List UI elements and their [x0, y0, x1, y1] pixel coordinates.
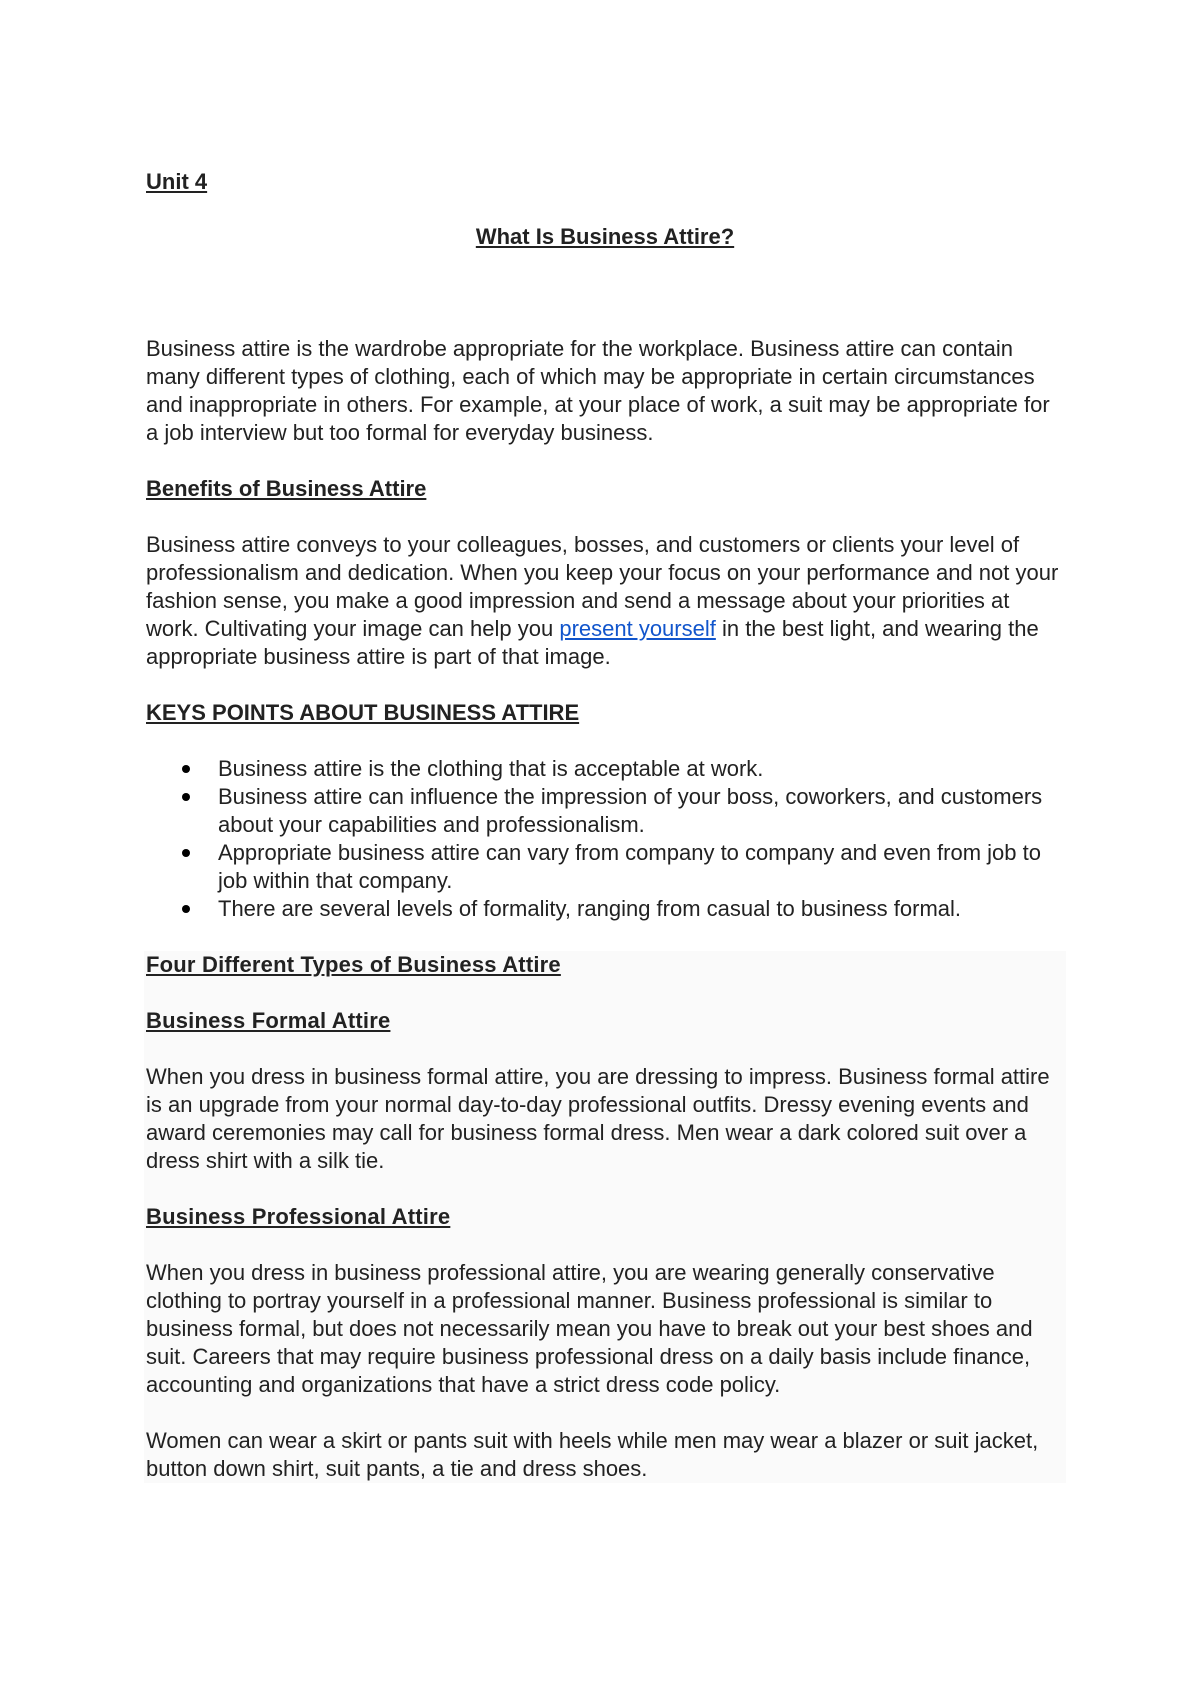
document-page	[146, 168, 1064, 1483]
bullet-icon	[182, 849, 190, 857]
present-yourself-link[interactable]: present yourself	[559, 616, 716, 641]
unit-label: Unit 4	[146, 169, 208, 194]
list-item-text: Business attire is the clothing that is acceptable at work.	[218, 756, 764, 781]
list-item-text: Business attire can influence the impression of your boss, coworkers, and customers about your capabilities and professionalism.	[218, 784, 1043, 837]
professional-paragraph-2: Women can wear a skirt or pants suit with heels while men may wear a blazer or suit jacket, button down shirt, suit pants, a tie and dress shoes.	[146, 1428, 1039, 1481]
intro-paragraph: Business attire is the wardrobe appropriate for the workplace. Business attire can contain many different types of clothing, each of which may be appropriate in certain circumstances and inappropriate in others. For example, at your place of work, a suit may be appropriate for a job interview but too formal for everyday business.	[146, 336, 1050, 445]
benefits-paragraph	[146, 531, 1064, 671]
bullet-icon	[182, 905, 190, 913]
benefits-heading: Benefits of Business Attire	[146, 476, 427, 501]
attire-types-section	[144, 951, 1066, 1483]
list-item-text: There are several levels of formality, ranging from casual to business formal.	[218, 896, 962, 921]
list-item	[218, 839, 1064, 895]
formal-heading: Business Formal Attire	[146, 1008, 391, 1033]
spacer	[146, 251, 1064, 335]
list-item	[218, 755, 1064, 783]
list-item	[218, 783, 1064, 839]
list-item	[218, 895, 1064, 923]
professional-heading: Business Professional Attire	[146, 1204, 451, 1229]
bullet-icon	[182, 793, 190, 801]
key-points-heading: KEYS POINTS ABOUT BUSINESS ATTIRE	[146, 700, 580, 725]
benefits-text-before-link: Business attire conveys to your colleagues, bosses, and customers or clients your level of professionalism and dedication. When you keep your focus on your performance and not your fashion sense, you make a good impression and send a message about your priorities at work. Cultivating your image can help you	[146, 532, 1059, 641]
document-title: What Is Business Attire?	[475, 224, 735, 249]
bullet-icon	[182, 765, 190, 773]
benefits-text-after-link: in the best light, and wearing the appropriate business attire is part of that image.	[146, 616, 1039, 669]
key-points-list	[146, 755, 1064, 923]
types-heading: Four Different Types of Business Attire	[146, 952, 561, 977]
formal-paragraph: When you dress in business formal attire, you are dressing to impress. Business formal attire is an upgrade from your normal day-to-day professional outfits. Dressy evening events and award ceremonies may call for business formal dress. Men wear a dark colored suit over a dress shirt with a silk tie.	[146, 1064, 1050, 1173]
professional-paragraph: When you dress in business professional attire, you are wearing generally conservative clothing to portray yourself in a professional manner. Business professional is similar to business formal, but does not necessarily mean you have to break out your best shoes and suit. Careers that may require business professional dress on a daily basis include finance, accounting and organizations that have a strict dress code policy.	[146, 1260, 1033, 1397]
list-item-text: Appropriate business attire can vary from company to company and even from job to job within that company.	[218, 840, 1041, 893]
